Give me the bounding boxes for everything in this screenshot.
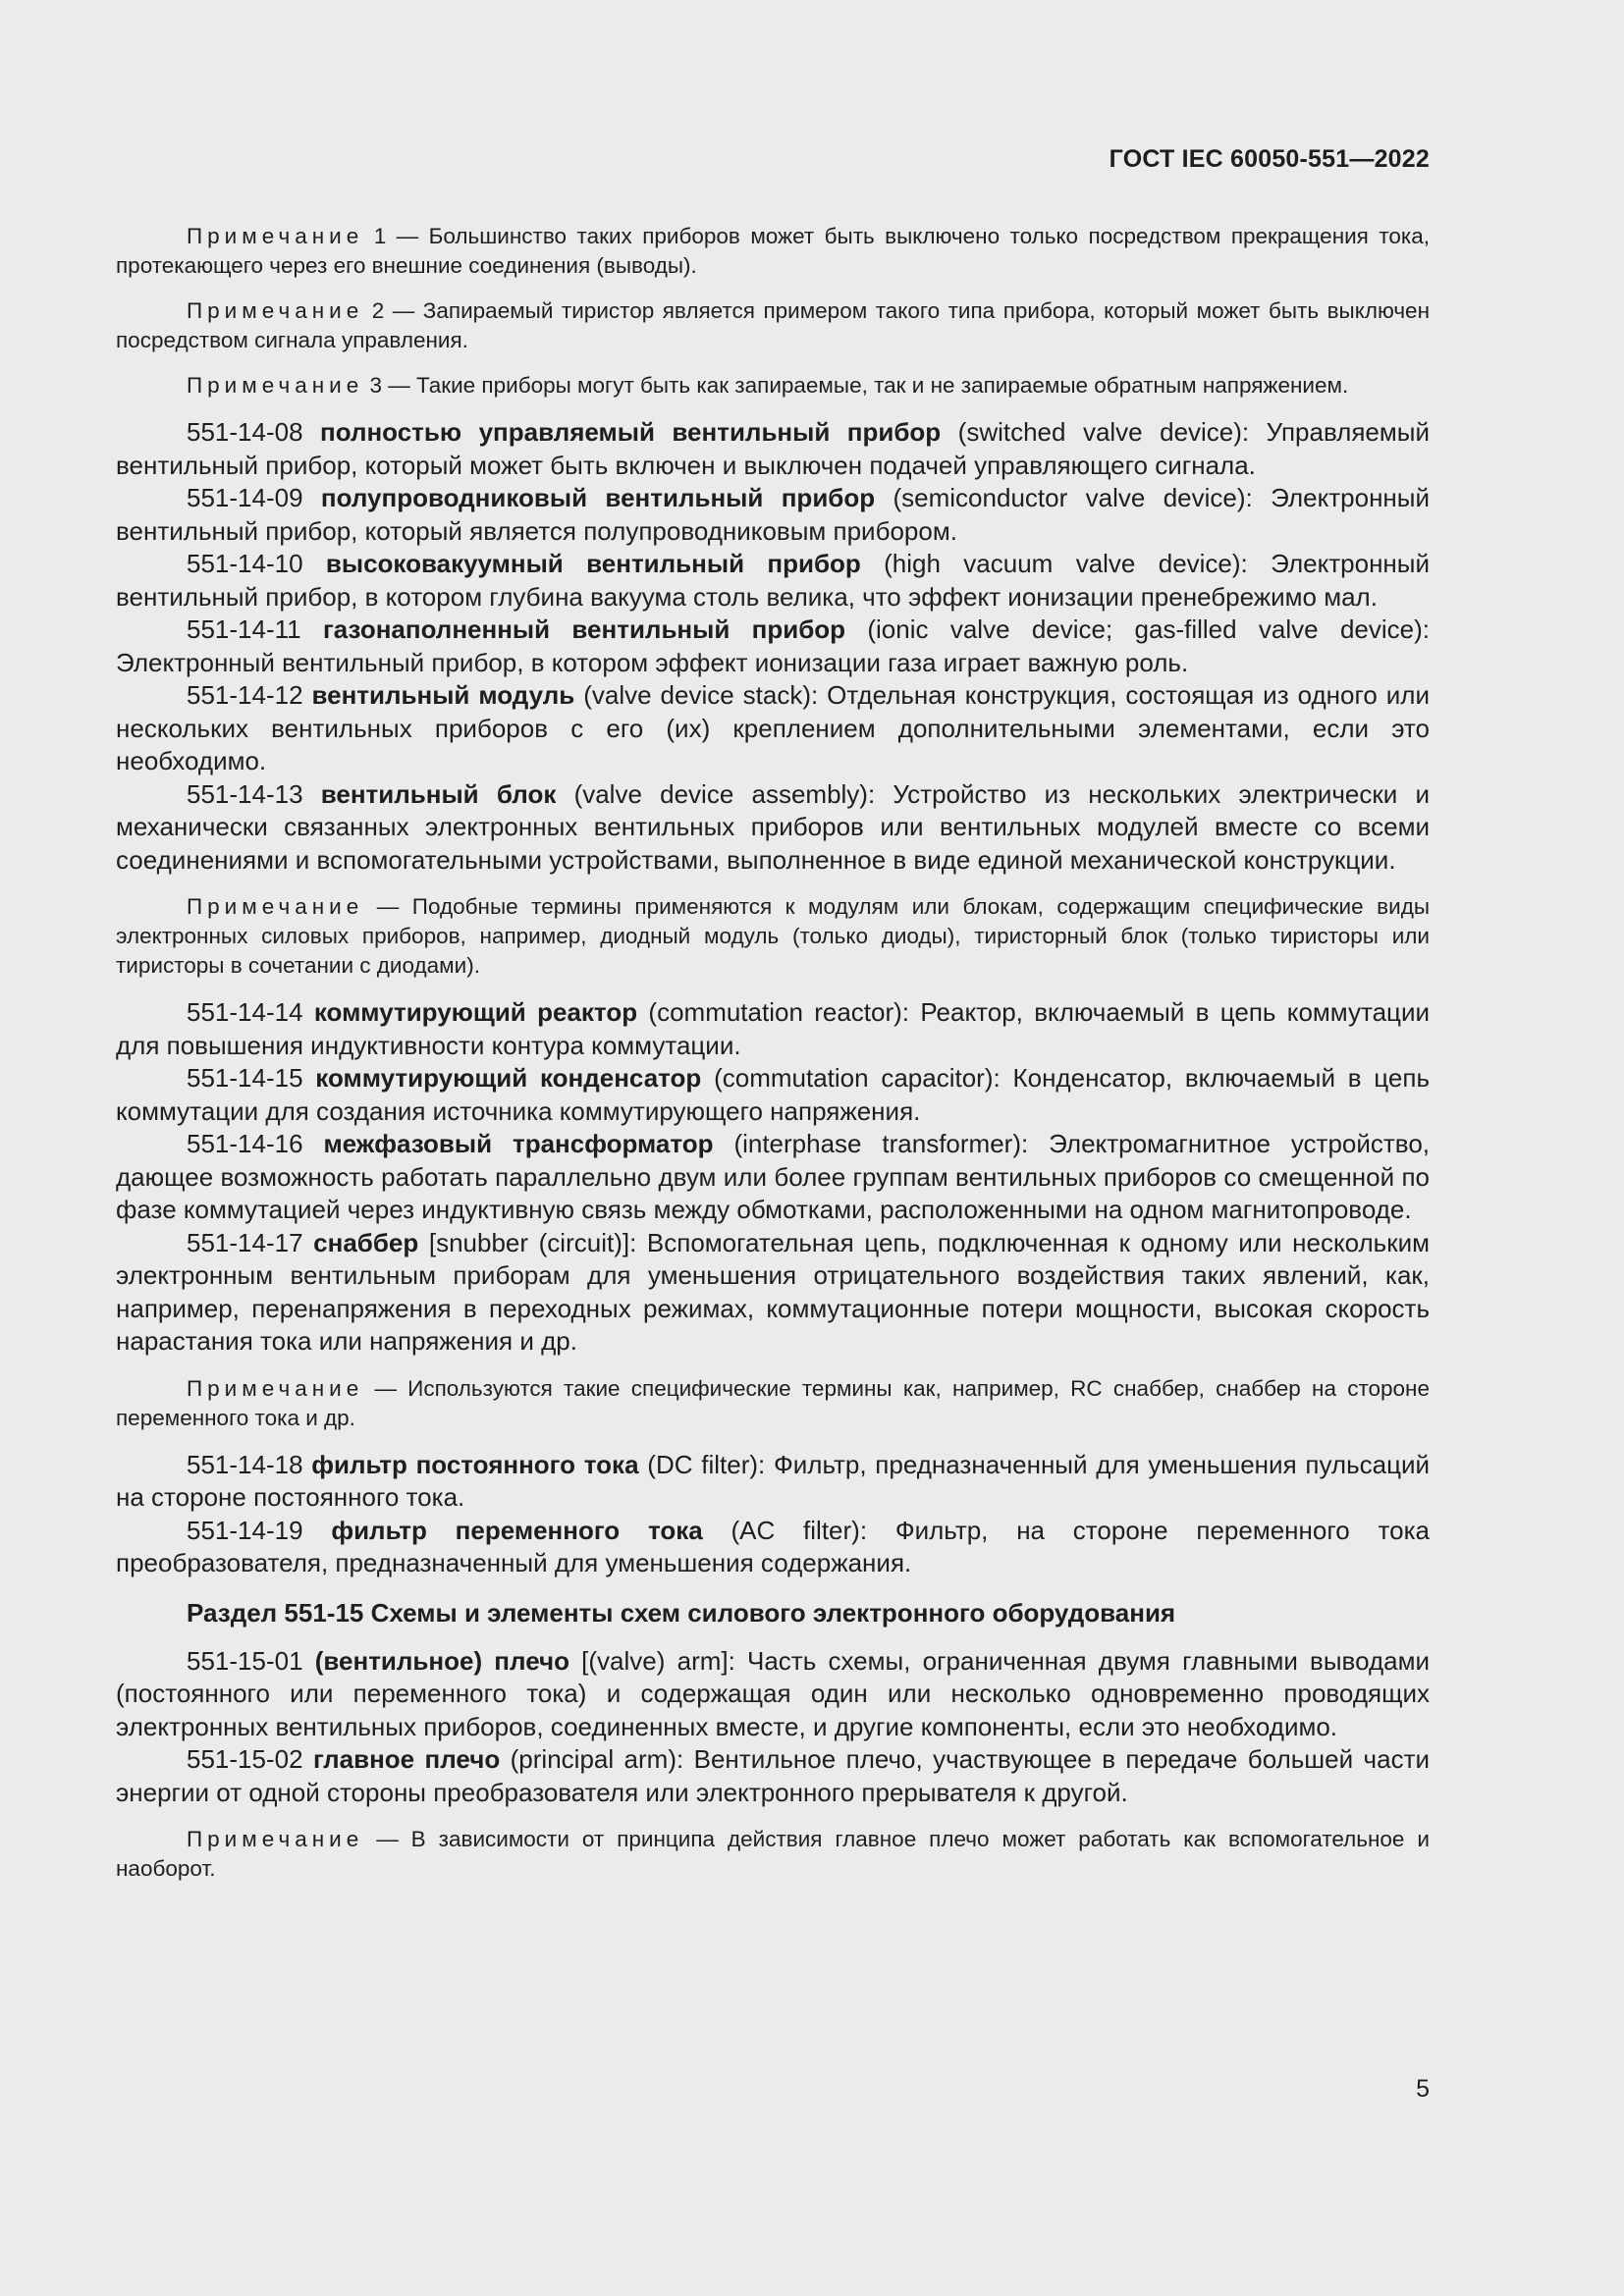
note-label: Примечание [187,894,364,919]
term-name: высоковакуумный вентильный прибор [325,549,861,578]
term-551-14-14 [116,996,1430,1062]
document-header: ГОСТ IEC 60050-551—2022 [1109,145,1430,173]
term-definition: [snubber (circuit)]: Вспомогательная цепь, подключенная к одному или нескольким электронным вентильным приборам для уменьшения отрицательного воздействия таких явлений, как, например, перенапряжения в переходных режимах, коммутационные потери мощности, высокая скорость нарастания тока или напряжения и др. [116,1227,1430,1356]
term-name: снаббер [313,1227,419,1257]
term-definition: (high vacuum valve device): Электронный вентильный прибор, в котором глубина вакуума столь велика, что эффект ионизации пренебрежимо мал. [116,549,1430,612]
term-code: 551-14-13 [187,778,321,809]
note-2 [116,296,1430,355]
term-code: 551-15-02 [187,1744,313,1774]
term-551-14-18 [116,1449,1430,1515]
term-551-14-13 [116,778,1430,878]
term-definition: (valve device stack): Отдельная конструкция, состоящая из одного или нескольких вентильных приборов с его (их) креплением дополнительными элементами, если это необходимо. [116,680,1430,775]
note-text: 2 — Запираемый тиристор является примером такого типа прибора, который может быть выключен посредством сигнала управления. [116,298,1430,352]
term-name: коммутирующий реактор [313,997,638,1027]
term-551-14-15 [116,1062,1430,1128]
term-551-14-12 [116,679,1430,778]
term-code: 551-14-18 [187,1449,312,1479]
term-definition: (interphase transformer): Электромагнитное устройство, дающее возможность работать параллельно двум или более группам вентильных приборов со смещенной по фазе коммутацией через индуктивную связь между обмотками, расположенными на одном магнитопроводе. [116,1129,1431,1224]
note-snubber [116,1374,1430,1433]
term-definition: [(valve) arm]: Часть схемы, ограниченная двумя главными выводами (постоянного или переменного тока) и содержащая один или несколько одновременно проводящих электронных вентильных приборов, соединенных вместе, и другие компоненты, если это необходимо. [116,1645,1430,1741]
note-modules [116,892,1430,981]
term-name: вентильный модуль [311,680,575,710]
note-text: 1 — Большинство таких приборов может быть выключено только посредством прекращения тока, протекающего через его внешние соединения (выводы). [116,224,1430,278]
note-label: Примечание [187,1375,364,1401]
note-text: 3 — Такие приборы могут быть как запираемые, так и не запираемые обратным напряжением. [363,373,1349,398]
term-code: 551-14-12 [187,680,312,710]
note-label: Примечание [187,298,364,323]
note-label: Примечание [187,373,364,398]
term-name: фильтр постоянного тока [311,1449,639,1479]
term-name: главное плечо [312,1744,501,1774]
document-body [116,222,1430,1899]
note-text: — В зависимости от принципа действия главное плечо может работать как вспомогательное и наоборот. [116,1827,1430,1881]
term-definition: (principal arm): Вентильное плечо, участвующее в передаче большей части энергии от одной стороны преобразователя или электронного прерывателя к другой. [116,1744,1430,1807]
term-definition: (semiconductor valve device): Электронный вентильный прибор, который является полупроводниковым прибором. [116,483,1430,546]
term-551-14-09 [116,482,1430,548]
section-heading: Раздел 551-15 Схемы и элементы схем силового электронного оборудования [187,1597,1176,1628]
term-551-14-16 [116,1128,1430,1227]
term-name: межфазовый трансформатор [323,1129,714,1158]
note-1 [116,222,1430,281]
term-551-14-19 [116,1515,1430,1580]
term-551-14-10 [116,548,1430,614]
term-name: газонаполненный вентильный прибор [322,614,846,644]
note-principal-arm [116,1825,1430,1884]
term-definition: (DC filter): Фильтр, предназначенный для уменьшения пульсаций на стороне постоянного тока. [116,1449,1431,1512]
term-name: фильтр переменного тока [331,1515,703,1545]
page-number: 5 [1416,2075,1430,2103]
term-code: 551-14-19 [187,1515,332,1545]
note-3 [116,371,1430,400]
note-text: — Используются такие специфические термины как, например, RC снаббер, снаббер на стороне переменного тока и др. [116,1375,1430,1430]
term-code: 551-14-16 [187,1129,324,1158]
term-definition: (valve device assembly): Устройство из нескольких электрически и механически связанных электронных вентильных приборов или вентильных модулей вместе со всеми соединениями и вспомогательными устройствами, выполненное в виде единой механической конструкции. [116,778,1430,875]
note-label: Примечание [187,224,364,248]
term-551-14-17 [116,1227,1430,1359]
term-definition: (switched valve device): Управляемый вентильный прибор, который может быть включен и выключен подачей управляющего сигнала. [116,417,1430,480]
term-code: 551-14-10 [187,549,326,578]
note-label: Примечание [187,1827,364,1851]
term-code: 551-14-11 [187,614,323,644]
term-code: 551-14-15 [187,1063,316,1093]
note-text: — Подобные термины применяются к модулям или блокам, содержащим специфические виды электронных силовых приборов, например, диодный модуль (только диоды), тиристорный блок (только тиристоры или тиристоры в сочетании с диодами). [116,894,1430,978]
term-name: (вентильное) плечо [314,1645,569,1676]
term-code: 551-14-14 [187,997,314,1027]
term-code: 551-15-01 [187,1645,315,1676]
term-551-14-08 [116,416,1430,482]
term-definition: (ionic valve device; gas-filled valve device): Электронный вентильный прибор, в котором эффект ионизации газа играет важную роль. [116,614,1430,677]
term-name: вентильный блок [320,778,557,809]
term-code: 551-14-17 [187,1227,314,1257]
term-definition: (AC filter): Фильтр, на стороне переменного тока преобразователя, предназначенный для уменьшения содержания. [116,1515,1430,1577]
term-definition: (commutation capacitor): Конденсатор, включаемый в цепь коммутации для создания источника коммутирующего напряжения. [116,1063,1430,1126]
term-code: 551-14-09 [187,483,321,512]
term-code: 551-14-08 [187,417,321,447]
term-name: полностью управляемый вентильный прибор [320,417,942,447]
term-551-15-01 [116,1645,1430,1744]
term-name: коммутирующий конденсатор [315,1063,702,1093]
term-551-15-02 [116,1743,1430,1809]
term-definition: (commutation reactor): Реактор, включаемый в цепь коммутации для повышения индуктивности контура коммутации. [116,997,1430,1060]
term-551-14-11 [116,614,1430,679]
term-name: полупроводниковый вентильный прибор [320,483,876,512]
